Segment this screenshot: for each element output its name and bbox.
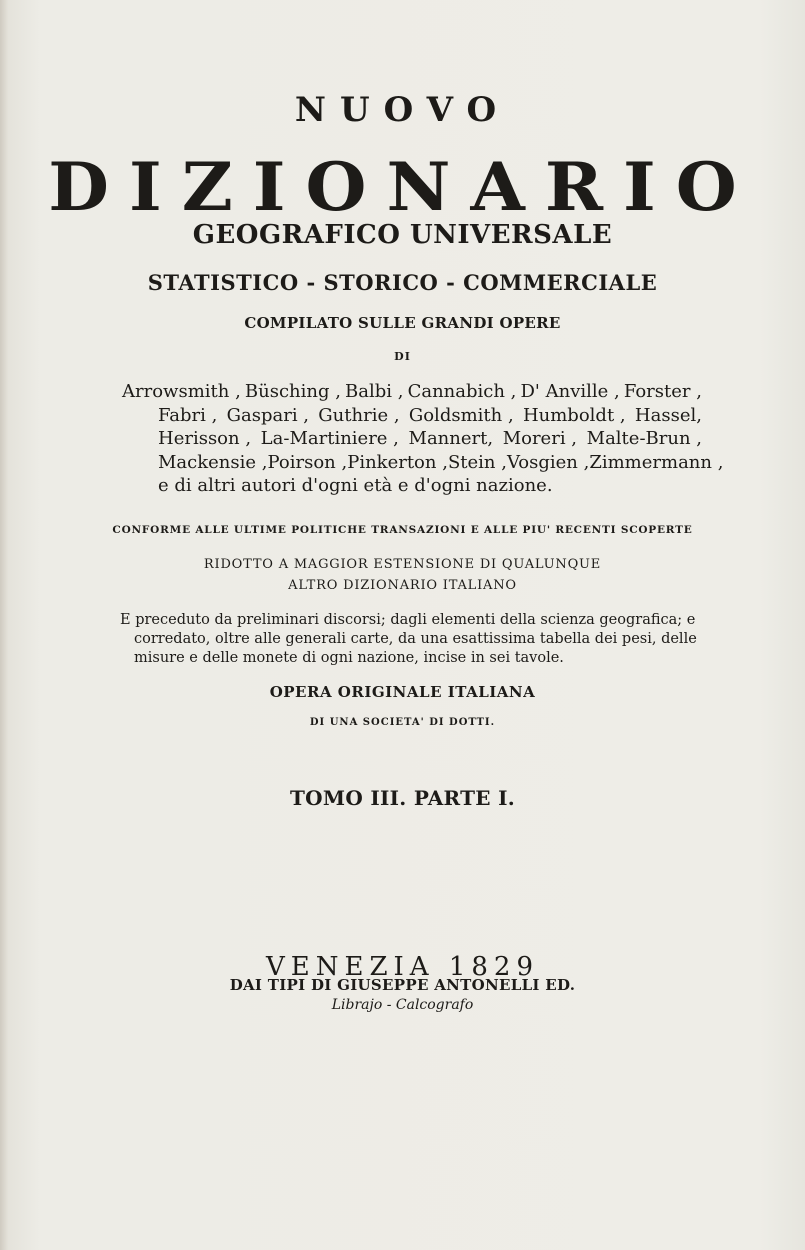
author: Gaspari , — [226, 404, 310, 426]
author: Goldsmith , — [408, 404, 514, 426]
author: Malte-Brun , — [586, 428, 702, 449]
authors-row-2 — [122, 404, 702, 428]
author: Zimmermann , — [589, 451, 724, 473]
imprint-place-year: VENEZIA 1829 — [265, 952, 540, 982]
imprint-librajo: Librajo - Calcografo — [331, 997, 474, 1013]
author: Arrowsmith , — [122, 381, 241, 402]
authors-row-1 — [122, 380, 702, 404]
paragraph-line: corredato, oltre alle generali carte, da una esattissima tabella dei pesi, delle — [134, 631, 697, 647]
volume-label: TOMO III. PARTE I. — [290, 786, 515, 810]
conforme-line: CONFORME ALLE ULTIME POLITICHE TRANSAZIONI E ALLE PIU' RECENTI SCOPERTE — [112, 524, 693, 536]
author: La-Martiniere , — [260, 428, 399, 449]
author: Stein , — [447, 451, 507, 473]
author: Büsching , — [244, 381, 341, 402]
subtitle-compilato: COMPILATO SULLE GRANDI OPERE — [244, 314, 561, 332]
author: Herisson , — [158, 428, 252, 449]
author: Mackensie , — [158, 451, 268, 473]
ridotto-line-1: RIDOTTO A MAGGIOR ESTENSIONE DI QUALUNQUE — [203, 557, 602, 572]
author: Cannabich , — [407, 381, 517, 402]
authors-row-5 — [122, 474, 702, 498]
author: Pinkerton , — [347, 451, 448, 473]
imprint-printer: DAI TIPI DI GIUSEPPE ANTONELLI ED. — [229, 976, 576, 994]
author: Hassel, — [634, 404, 702, 426]
societa-dotti: DI UNA SOCIETA' DI DOTTI. — [309, 717, 496, 728]
title-dizionario: DIZIONARIO — [48, 147, 757, 226]
opera-originale: OPERA ORIGINALE ITALIANA — [269, 683, 536, 701]
title-nuovo: NUOVO — [294, 90, 511, 130]
author: Forster , — [623, 381, 702, 402]
author: Poirson , — [267, 451, 348, 473]
author: Fabri , — [158, 404, 218, 426]
paragraph-line: E preceduto da preliminari discorsi; dagli elementi della scienza geografica; e — [120, 612, 696, 628]
author: Mannert, — [408, 428, 494, 449]
author: Moreri , — [502, 428, 578, 449]
description-paragraph — [120, 611, 697, 668]
author: Guthrie , — [318, 404, 400, 426]
subtitle-geografico: GEOGRAFICO UNIVERSALE — [192, 220, 613, 250]
paragraph-line: misure e delle monete di ogni nazione, incise in sei tavole. — [134, 650, 564, 666]
authors-row-3 — [122, 427, 702, 451]
authors-list — [122, 380, 724, 498]
ridotto-line-2: ALTRO DIZIONARIO ITALIANO — [288, 578, 517, 593]
authors-row-4 — [122, 451, 724, 475]
subtitle-di: DI — [394, 350, 411, 363]
author: Humboldt , — [522, 404, 626, 426]
subtitle-statistico: STATISTICO - STORICO - COMMERCIALE — [147, 270, 658, 295]
authors-closing: e di altri autori d'ogni età e d'ogni nazione. — [158, 475, 553, 496]
author: Vosgien , — [506, 451, 590, 473]
author: Balbi , — [345, 381, 404, 402]
author: D' Anville , — [520, 381, 620, 402]
